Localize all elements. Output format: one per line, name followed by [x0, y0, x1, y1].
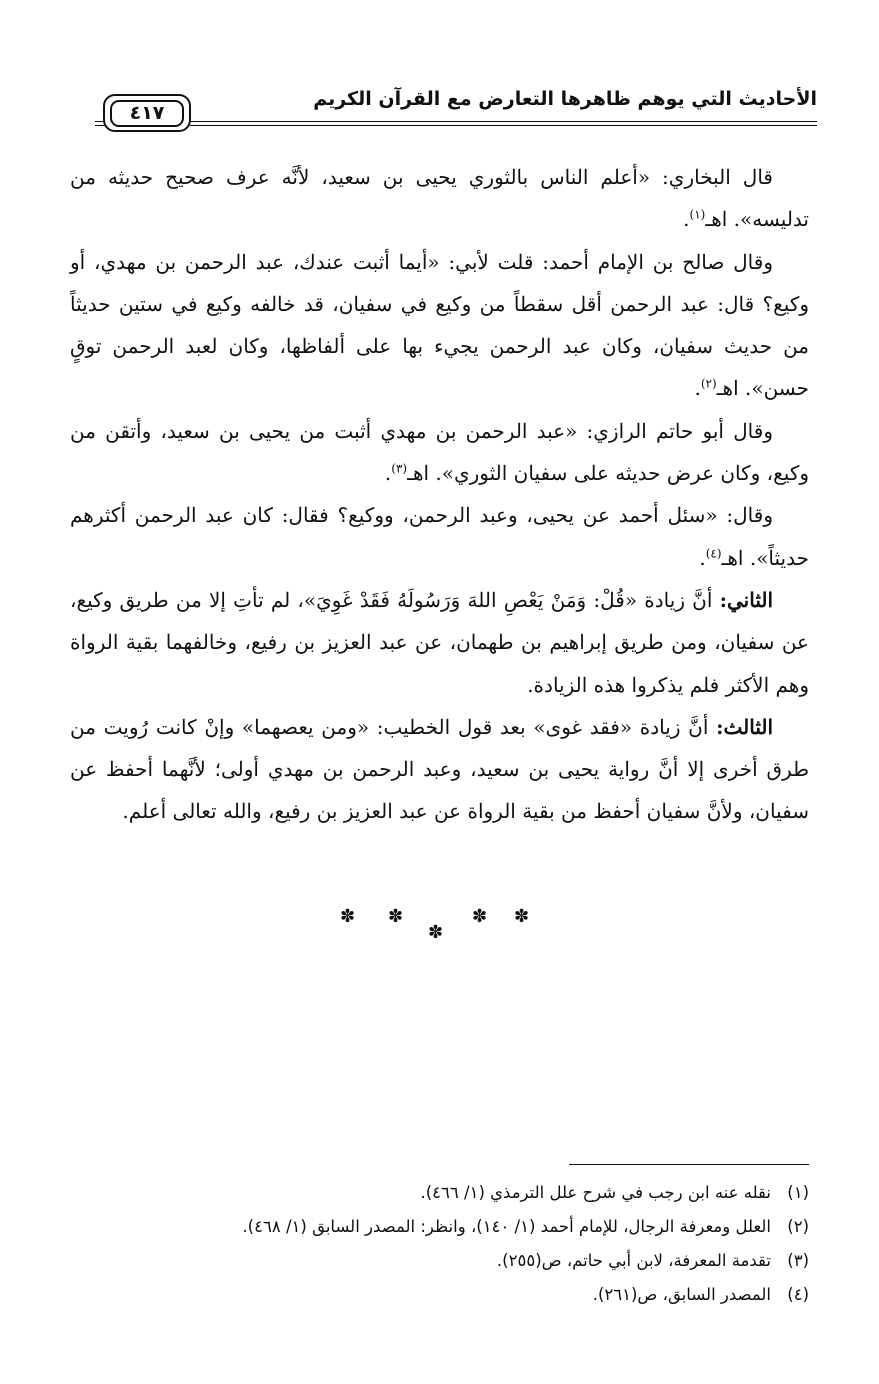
running-header	[95, 82, 817, 134]
footnote-number: (٣)	[787, 1251, 809, 1270]
paragraph-lead: الثاني:	[719, 587, 774, 612]
page-number-frame	[103, 94, 191, 132]
section-ornament	[330, 900, 550, 950]
footnote	[49, 1244, 809, 1278]
star-ornament-icon: ✽	[428, 922, 444, 943]
paragraph	[70, 494, 809, 579]
star-ornament-icon: ✽	[472, 906, 488, 927]
footnote-text: تقدمة المعرفة، لابن أبي حاتم، ص(٢٥٥).	[496, 1251, 771, 1270]
paragraph-tail: .	[384, 461, 392, 486]
footnote-number: (١)	[787, 1183, 809, 1202]
page-number: ٤١٧	[110, 100, 184, 127]
footnote-ref: (١)	[689, 207, 706, 222]
paragraph-tail: .	[683, 207, 690, 232]
footnote-ref: (٢)	[700, 376, 717, 391]
paragraph-text: وقال أبو حاتم الرازي: «عبد الرحمن بن مهدي أثبت من يحيى بن سعيد، وأتقن من وكيع، وكان عرض حديثه على سفيان الثوري». اهـ	[70, 418, 809, 486]
paragraph	[70, 706, 809, 833]
paragraph-text: وقال: «سئل أحمد عن يحيى، وعبد الرحمن، ووكيع؟ فقال: كان عبد الرحمن أكثرهم حديثاً». اهـ	[70, 503, 809, 570]
paragraph	[70, 410, 809, 495]
paragraph-tail: .	[694, 376, 701, 401]
footnote-ref: (٣)	[391, 461, 408, 476]
running-title: الأحاديث التي يوهم ظاهرها التعارض مع القرآن الكريم	[313, 88, 817, 110]
paragraph	[70, 579, 809, 706]
paragraph-text: أنَّ زيادة «قُلْ: وَمَنْ يَعْصِ اللهَ وَرَسُولَهُ فَقَدْ غَوِيَ»، لم تأتِ إلا من طريق وكيع، عن سفيان، ومن طريق إبراهيم بن طهمان، عن عبد العزيز بن رفيع، وخالفهما بقية الرواة وهم الأكثر فلم يذكروا هذه الزيادة.	[70, 587, 809, 697]
footnote	[49, 1210, 809, 1244]
footnote-number: (٢)	[787, 1217, 809, 1236]
paragraph-lead: الثالث:	[716, 714, 774, 739]
footnote-text: العلل ومعرفة الرجال، للإمام أحمد (١/ ١٤٠)، وانظر: المصدر السابق (١/ ٤٦٨).	[242, 1217, 771, 1236]
footnote	[49, 1176, 809, 1210]
footnote	[49, 1278, 809, 1312]
footnote-number: (٤)	[787, 1285, 809, 1304]
paragraph-text: قال البخاري: «أعلم الناس بالثوري يحيى بن سعيد، لأنَّه عرف صحيح حديثه من تدليسه». اهـ	[70, 165, 809, 232]
footnote-ref: (٤)	[705, 546, 722, 561]
paragraph	[70, 241, 809, 410]
header-rule	[190, 121, 817, 126]
paragraph-tail: .	[699, 545, 706, 570]
footnote-text: نقله عنه ابن رجب في شرح علل الترمذي (١/ ٤٦٦).	[420, 1183, 771, 1202]
paragraph-text: أنَّ زيادة «فقد غوى» بعد قول الخطيب: «ومن يعصهما» وإنْ كانت رُويت من طرق أخرى إلا أنَّ رواية يحيى بن سعيد، وعبد الرحمن بن مهدي أولى؛ لأنَّهما أحفظ عن سفيان، ولأنَّ سفيان أحفظ من بقية الرواة عن عبد العزيز بن رفيع، والله تعالى أعلم.	[70, 714, 809, 824]
body-text	[70, 156, 809, 833]
footnote-separator	[569, 1164, 809, 1165]
star-ornament-icon: ✽	[514, 906, 530, 927]
footnote-text: المصدر السابق، ص(٢٦١).	[592, 1285, 771, 1304]
footnotes	[49, 1176, 809, 1312]
star-ornament-icon: ✽	[388, 906, 404, 927]
star-ornament-icon: ✽	[340, 906, 356, 927]
paragraph	[70, 156, 809, 241]
paragraph-text: وقال صالح بن الإمام أحمد: قلت لأبي: «أيما أثبت عندك، عبد الرحمن بن مهدي، أو وكيع؟ قال: عبد الرحمن أقل سقطاً من وكيع في سفيان، قد خالفه وكيع في ستين حديثاً من حديث سفيان، وكان عبد الرحمن يجيء بها على ألفاظها، وكان لعبد الرحمن توقٍ حسن». اهـ	[70, 249, 810, 401]
